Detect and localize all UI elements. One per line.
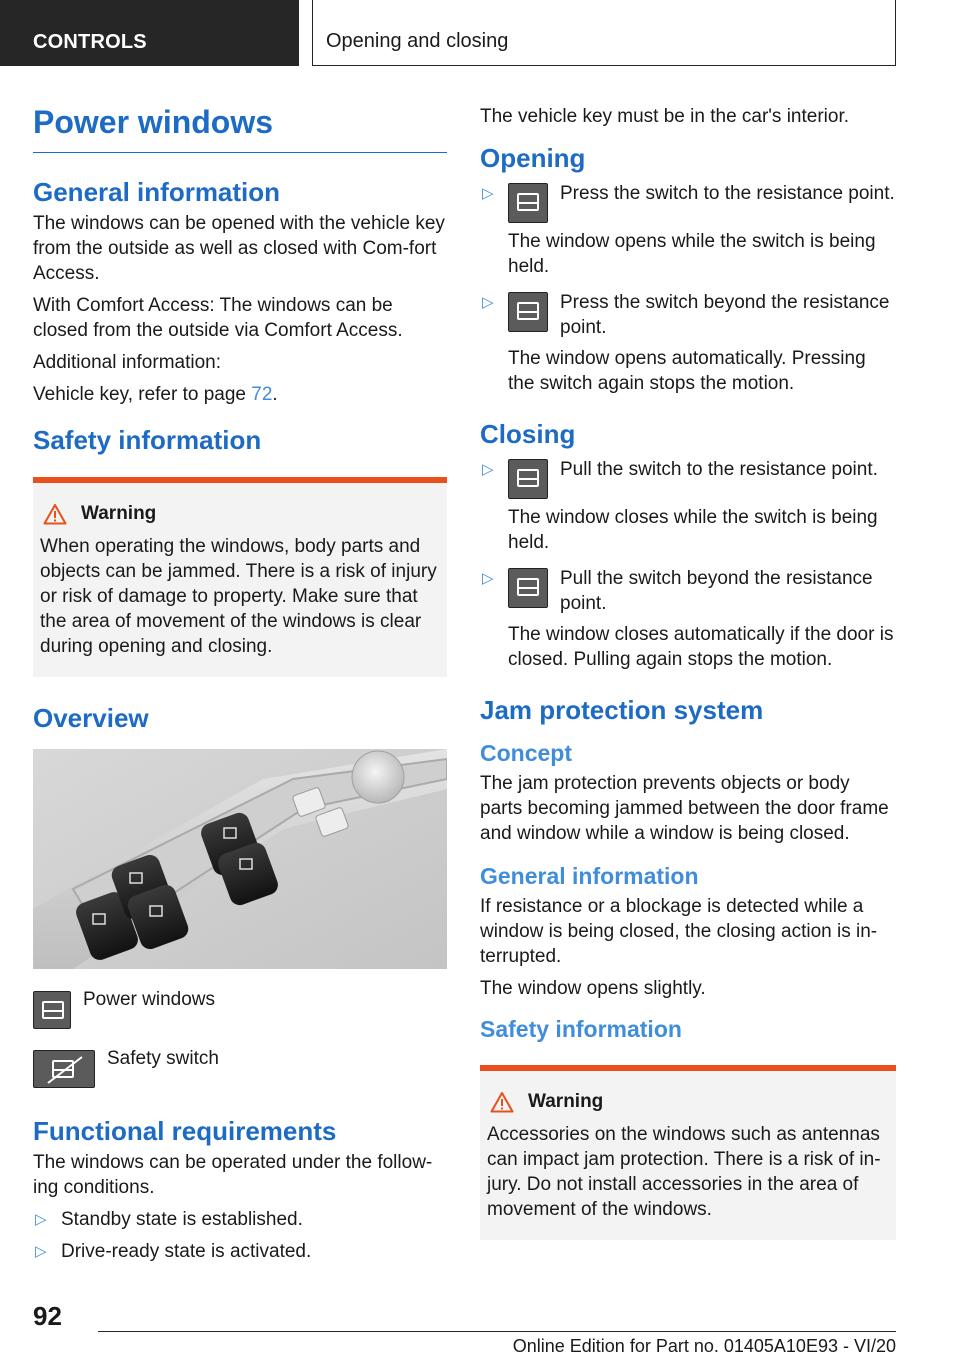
- section-label: CONTROLS: [33, 31, 147, 53]
- overview-heading: Overview: [33, 703, 149, 733]
- bullet-triangle-icon: ▷: [482, 461, 494, 478]
- bullet-triangle-icon: ▷: [35, 1211, 47, 1228]
- general-info-p4: [33, 382, 447, 407]
- power-window-icon: [33, 991, 71, 1029]
- warning-text: Accessories on the windows such as antennas can impact jam protection. There is a risk of in‐jury. Do not install accessories in the area of movement of the windows.: [487, 1124, 881, 1220]
- jam-general-heading: General information: [480, 863, 699, 889]
- warning-header: [40, 503, 440, 525]
- closing-heading: Closing: [480, 419, 576, 449]
- chapter-label: Opening and closing: [326, 30, 509, 52]
- bullet-triangle-icon: ▷: [35, 1243, 47, 1260]
- footer-divider: [98, 1331, 896, 1332]
- warning-box: [33, 477, 447, 677]
- functional-req-list: [33, 1207, 447, 1264]
- jam-general-p1: If resistance or a blockage is detected while a window is being closed, the closing action is in‐terrupted.: [480, 896, 878, 967]
- opening-step-1: [480, 181, 896, 286]
- closing-step-2-more: The window closes automatically if the door is closed. Pulling again stops the motion.: [508, 624, 894, 670]
- jam-safety-heading: Safety information: [480, 1016, 682, 1042]
- window-switch-photo: [33, 749, 447, 969]
- closing-step-1: [480, 457, 896, 562]
- opening-heading: Opening: [480, 143, 586, 173]
- functional-req-p: The windows can be operated under the follow‐ing conditions.: [33, 1152, 433, 1198]
- jam-protection-heading: Jam protection system: [480, 695, 764, 725]
- chapter-tab: [312, 0, 896, 66]
- safety-info-heading: Safety information: [33, 425, 262, 455]
- section-tab: [0, 0, 299, 66]
- page-ref-link[interactable]: 72: [251, 384, 273, 405]
- opening-step-1-text: Press the switch to the resistance point.: [560, 183, 895, 204]
- page-title: Power windows: [33, 96, 447, 153]
- list-item-text: Standby state is established.: [61, 1209, 303, 1230]
- left-column: [33, 96, 447, 1271]
- general-info-p3: Additional information:: [33, 352, 221, 373]
- list-item: [33, 1239, 447, 1264]
- bullet-triangle-icon: ▷: [482, 570, 494, 587]
- opening-step-2-more: The window opens automatically. Pressing the switch again stops the motion.: [508, 348, 866, 394]
- page-number: 92: [33, 1301, 62, 1331]
- bullet-triangle-icon: ▷: [482, 294, 494, 311]
- legend-label-power-windows: Power windows: [83, 989, 215, 1010]
- legend-safety-switch: [33, 1050, 447, 1088]
- power-window-icon: [508, 568, 548, 608]
- closing-step-2: [480, 566, 896, 679]
- warning-label: Warning: [528, 1091, 604, 1112]
- edition-footer: Online Edition for Part no. 01405A10E93 - VI/20: [512, 1336, 896, 1356]
- legend-label-safety-switch: Safety switch: [107, 1048, 219, 1069]
- list-item-text: Drive-ready state is activated.: [61, 1241, 312, 1262]
- safety-switch-icon: [33, 1050, 95, 1088]
- safety-slash-icon: [34, 1051, 96, 1089]
- opening-step-1-more: The window opens while the switch is being held.: [508, 231, 876, 277]
- warning-header: [487, 1091, 889, 1113]
- list-item: [33, 1207, 447, 1232]
- general-info-p2: With Comfort Access: The windows can be closed from the outside via Comfort Access.: [33, 295, 403, 341]
- functional-req-heading: Functional requirements: [33, 1116, 337, 1146]
- closing-step-1-more: The window closes while the switch is being held.: [508, 507, 878, 553]
- warning-icon: [490, 1091, 514, 1113]
- power-window-icon: [508, 459, 548, 499]
- general-info-heading: General information: [33, 177, 281, 207]
- right-column: [480, 96, 896, 1240]
- power-window-icon: [508, 292, 548, 332]
- opening-step-2: [480, 290, 896, 403]
- page-ref-suffix: .: [272, 384, 278, 405]
- window-switch-illustration: [33, 749, 447, 969]
- general-info-p1: The windows can be opened with the vehicle key from the outside as well as closed with Com‐fort Access.: [33, 213, 445, 284]
- concept-heading: Concept: [480, 740, 572, 766]
- opening-step-2-text: Press the switch beyond the resistance point.: [560, 292, 890, 338]
- legend-power-windows: [33, 991, 447, 1029]
- closing-step-1-text: Pull the switch to the resistance point.: [560, 459, 878, 480]
- warning-text: When operating the windows, body parts and objects can be jammed. There is a risk of injury or risk of damage to property. Make sure that the area of movement of the windows is clear during opening and closing.: [40, 536, 437, 657]
- power-window-icon: [508, 183, 548, 223]
- closing-step-2-text: Pull the switch beyond the resistance point.: [560, 568, 873, 614]
- warning-label: Warning: [81, 503, 157, 524]
- jam-general-p2: The window opens slightly.: [480, 978, 706, 999]
- jam-warning-box: [480, 1065, 896, 1240]
- bullet-triangle-icon: ▷: [482, 185, 494, 202]
- page-ref-prefix: Vehicle key, refer to page: [33, 384, 252, 405]
- concept-text: The jam protection prevents objects or body parts becoming jammed between the door frame and window while a window is being closed.: [480, 773, 889, 844]
- warning-icon: [43, 503, 67, 525]
- key-interior-note: The vehicle key must be in the car's interior.: [480, 106, 850, 127]
